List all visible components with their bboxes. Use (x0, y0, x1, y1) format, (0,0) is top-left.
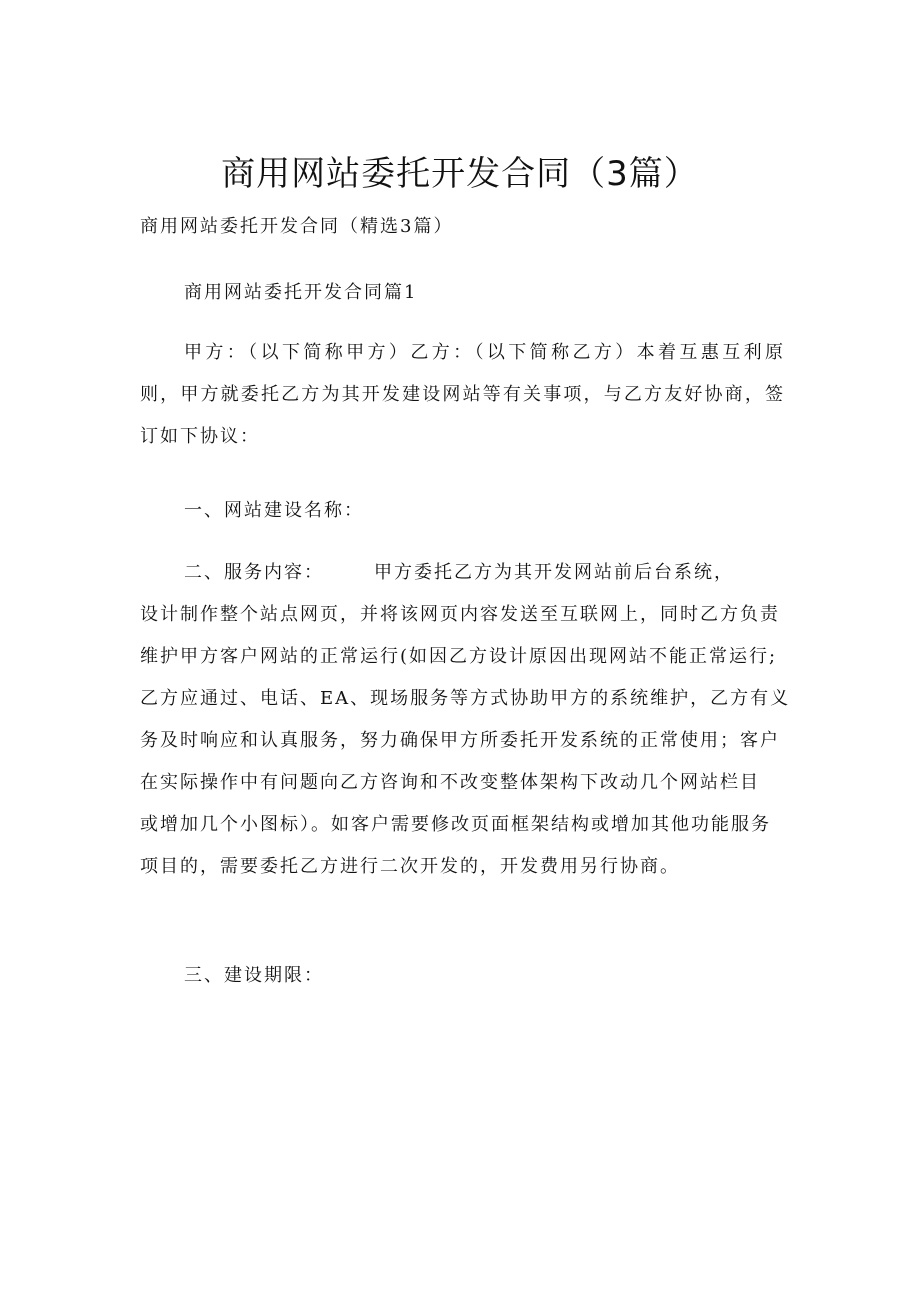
clause-2-service-content (140, 552, 791, 888)
clause-2-line: 务及时响应和认真服务，努力确保甲方所委托开发系统的正常使用；客户 (140, 730, 780, 751)
clause-1-website-name: 一、网站建设名称： (184, 500, 364, 521)
clause-2-line: 维护甲方客户网站的正常运行(如因乙方设计原因出现网站不能正常运行; (140, 646, 778, 667)
clause-2-line: 在实际操作中有问题向乙方咨询和不改变整体架构下改动几个网站栏目 (140, 772, 760, 793)
clause-2-first-line (140, 552, 785, 594)
clause-2-line: 或增加几个小图标）。如客户需要修改页面框架结构或增加其他功能服务 (140, 814, 771, 835)
document-title: 商用网站委托开发合同（3篇） (221, 154, 699, 194)
clause-2-label: 二、服务内容： (184, 562, 324, 583)
clause-2-line: 设计制作整个站点网页，并将该网页内容发送至互联网上，同时乙方负责 (140, 604, 780, 625)
intro-paragraph: 甲方：（以下简称甲方）乙方：（以下简称乙方）本着互惠互利原则，甲方就委托乙方为其开发建设网站等有关事项，与乙方友好协商，签订如下协议： (140, 342, 785, 447)
clause-2-line-0: 甲方委托乙方为其开发网站前后台系统， (374, 562, 734, 583)
clause-3-construction-period: 三、建设期限： (184, 965, 324, 986)
clause-2-line: 乙方应通过、电话、EA、现场服务等方式协助甲方的系统维护，乙方有义 (140, 688, 791, 709)
part-heading: 商用网站委托开发合同篇1 (184, 282, 418, 303)
document-subtitle: 商用网站委托开发合同（精选3篇） (140, 216, 454, 237)
clause-2-line: 项目的，需要委托乙方进行二次开发的，开发费用另行协商。 (140, 856, 680, 877)
